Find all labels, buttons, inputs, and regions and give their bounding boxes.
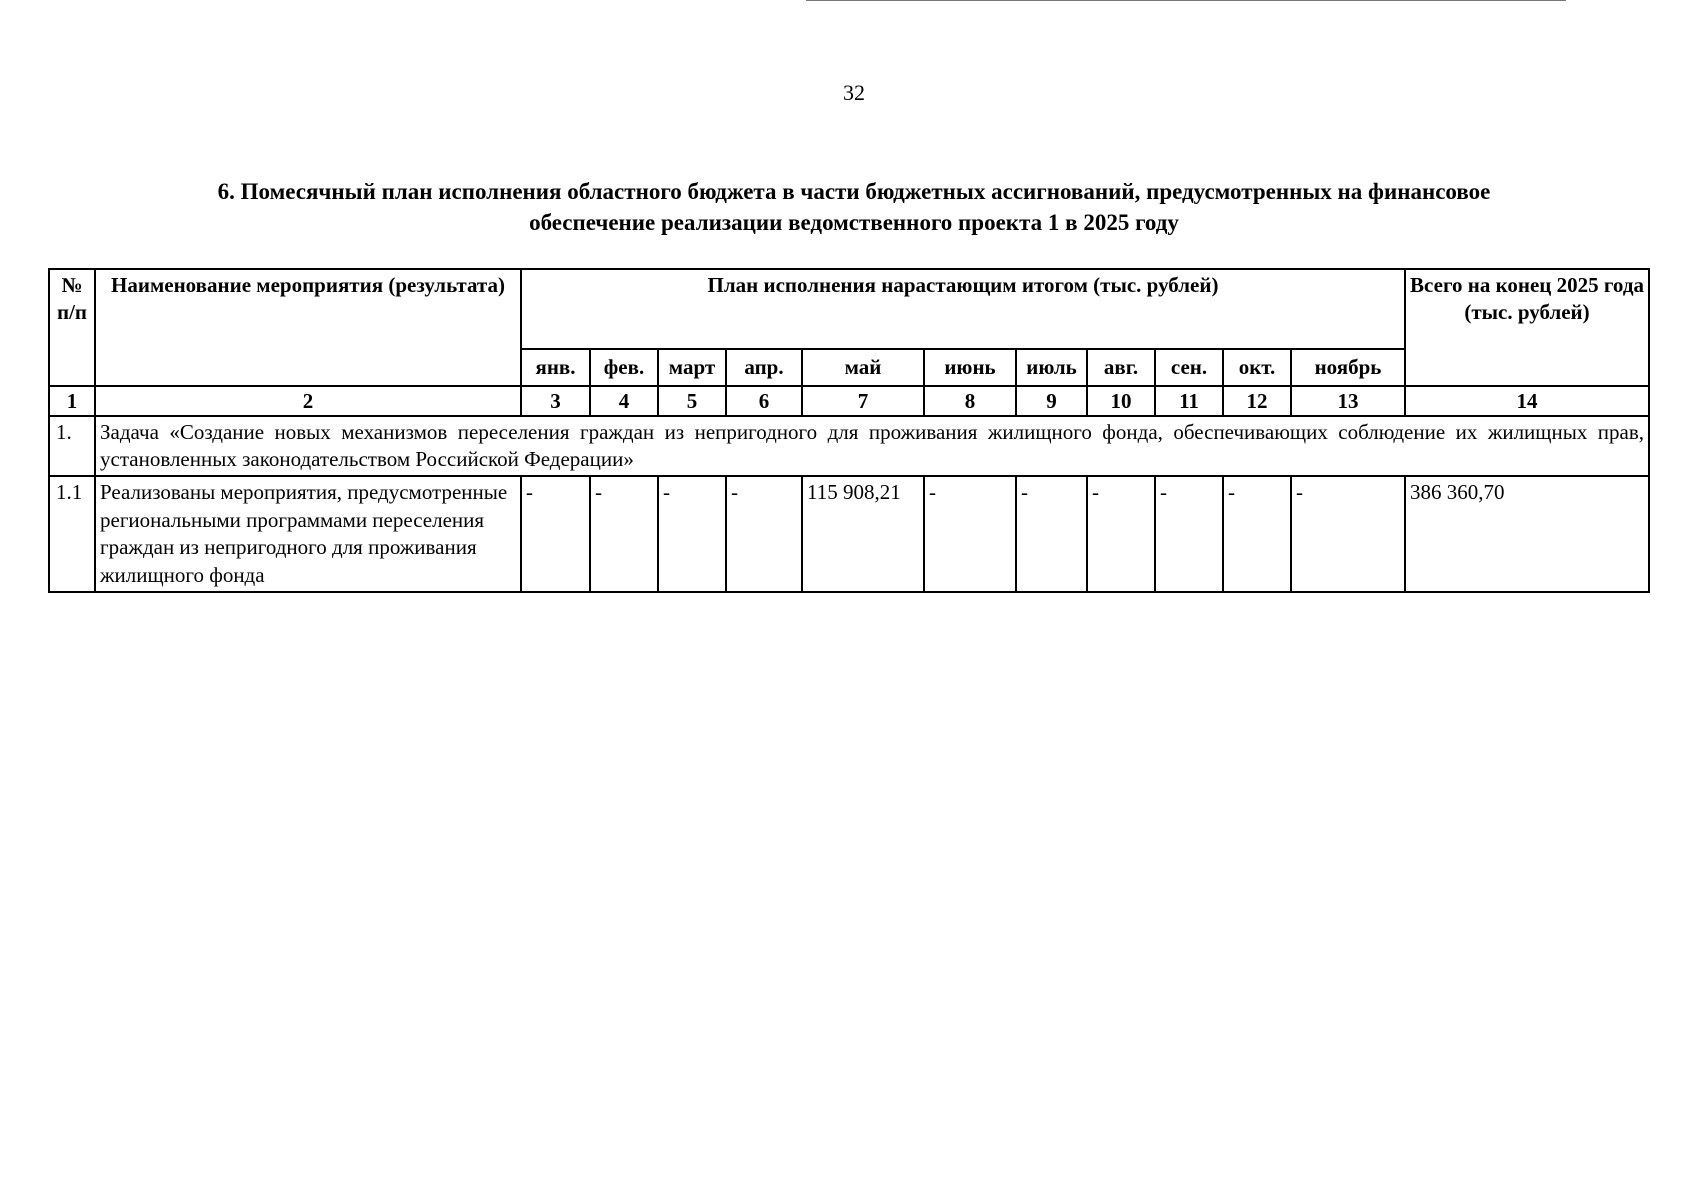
header-plan: План исполнения нарастающим итогом (тыс. рублей) <box>521 269 1405 349</box>
column-number: 10 <box>1087 386 1155 416</box>
month-value: - <box>521 476 590 592</box>
title-line-2: обеспечение реализации ведомственного проекта 1 в 2025 году <box>529 210 1179 235</box>
document-title <box>100 176 1608 238</box>
month-value: - <box>1155 476 1223 592</box>
column-number: 2 <box>95 386 521 416</box>
month-value: - <box>590 476 658 592</box>
month-value: - <box>1087 476 1155 592</box>
column-number: 1 <box>49 386 95 416</box>
column-number: 7 <box>802 386 924 416</box>
header-total: Всего на конец 2025 года (тыс. рублей) <box>1405 269 1649 386</box>
header-row <box>49 269 1649 349</box>
column-number: 6 <box>726 386 802 416</box>
month-header: март <box>658 349 726 386</box>
task-number: 1. <box>49 416 95 476</box>
column-number: 14 <box>1405 386 1649 416</box>
month-header: май <box>802 349 924 386</box>
column-number-row <box>49 386 1649 416</box>
task-row <box>49 416 1649 476</box>
month-value: 115 908,21 <box>802 476 924 592</box>
header-num: № п/п <box>49 269 95 386</box>
column-number: 5 <box>658 386 726 416</box>
month-value: - <box>924 476 1016 592</box>
month-header: окт. <box>1223 349 1291 386</box>
title-line-1: 6. Помесячный план исполнения областного бюджета в части бюджетных ассигнований, предусмотренных на финансовое <box>217 179 1491 204</box>
month-value: - <box>1016 476 1087 592</box>
column-number: 8 <box>924 386 1016 416</box>
column-number: 9 <box>1016 386 1087 416</box>
task-text: Задача «Создание новых механизмов переселения граждан из непригодного для проживания жилищного фонда, обеспечивающих соблюдение их жилищных прав, установленных законодательством Российской Федерации» <box>95 416 1649 476</box>
month-header: сен. <box>1155 349 1223 386</box>
month-header: июль <box>1016 349 1087 386</box>
row-number: 1.1 <box>49 476 95 592</box>
month-value: - <box>1223 476 1291 592</box>
top-border-line <box>806 0 1566 1</box>
month-value: - <box>726 476 802 592</box>
row-name: Реализованы мероприятия, предусмотренные региональными программами переселения граждан из непригодного для проживания жилищного фонда <box>95 476 521 592</box>
table-row <box>49 476 1649 592</box>
month-header: апр. <box>726 349 802 386</box>
budget-plan-table <box>48 268 1650 593</box>
column-number: 4 <box>590 386 658 416</box>
month-header: янв. <box>521 349 590 386</box>
column-number: 13 <box>1291 386 1405 416</box>
page-number: 32 <box>843 80 865 105</box>
month-header: авг. <box>1087 349 1155 386</box>
month-header: июнь <box>924 349 1016 386</box>
month-header: фев. <box>590 349 658 386</box>
month-value: - <box>658 476 726 592</box>
column-number: 12 <box>1223 386 1291 416</box>
column-number: 3 <box>521 386 590 416</box>
header-name: Наименование мероприятия (результата) <box>95 269 521 386</box>
row-total: 386 360,70 <box>1405 476 1649 592</box>
column-number: 11 <box>1155 386 1223 416</box>
month-header: ноябрь <box>1291 349 1405 386</box>
month-value: - <box>1291 476 1405 592</box>
